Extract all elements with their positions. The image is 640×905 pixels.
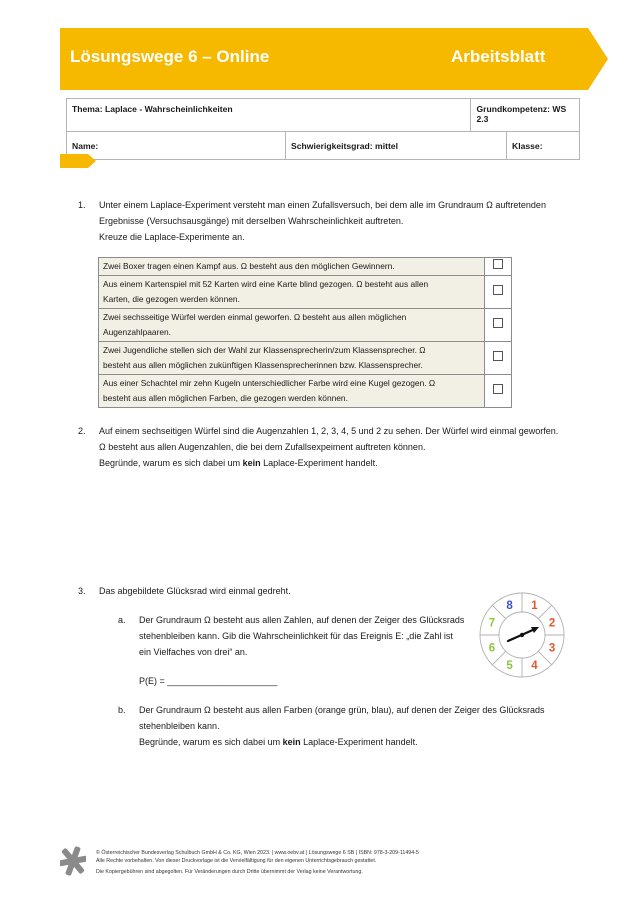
topic-cell: Thema: Laplace - Wahrscheinlichkeiten (67, 99, 471, 132)
wheel-number-7: 7 (488, 617, 496, 630)
wheel-number-8: 8 (506, 599, 513, 612)
checkbox-4[interactable] (493, 351, 503, 361)
task3b-label: b. (118, 705, 126, 715)
task2-number: 2. (78, 426, 86, 436)
wheel-number-2: 2 (548, 617, 556, 630)
task1-line1: Unter einem Laplace-Experiment versteht man einen Zufallsversuch, bei dem alle im Grundraum Ω auftretenden (99, 200, 546, 210)
header-table (66, 98, 580, 160)
choice-text-5: Aus einer Schachtel mir zehn Kugeln unterschiedlicher Farbe wird eine Kugel gezogen. Ω besteht aus allen möglichen Farben, die gezogen werden können. (99, 375, 485, 408)
choice-row (99, 342, 512, 375)
checkbox-2[interactable] (493, 285, 503, 295)
task2-line1: Auf einem sechseitigen Würfel sind die Augenzahlen 1, 2, 3, 4, 5 und 2 zu sehen. Der Würfel wird einmal geworfen. (99, 426, 559, 436)
task2-line3: Begründe, warum es sich dabei um kein Laplace-Experiment handelt. (99, 458, 378, 468)
task3b-line1: Der Grundraum Ω besteht aus allen Farben (orange grün, blau), auf denen der Zeiger des Glücksrads (139, 705, 545, 715)
task3b-line3: Begründe, warum es sich dabei um kein Laplace-Experiment handelt. (139, 737, 418, 747)
footer-copyright: © Österreichischer Bundesverlag Schulbuch GmbH & Co. KG, Wien 2023. | www.oebv.at | Lösungswege 6 SB | ISBN: 978-3-209-11494-5 (96, 850, 419, 856)
competence-cell: Grundkompetenz: WS 2.3 (471, 99, 580, 132)
checkbox-1[interactable] (493, 259, 503, 269)
task3a-answer-line[interactable]: P(E) = ______________________ (139, 676, 278, 686)
choice-row (99, 276, 512, 309)
wheel-number-4: 4 (531, 660, 538, 673)
choice-text-3: Zwei sechsseitige Würfel werden einmal geworfen. Ω besteht aus allen möglichen Augenzahlpaaren. (99, 309, 485, 342)
wheel-number-3: 3 (548, 642, 556, 655)
task2-line2: Ω besteht aus allen Augenzahlen, die bei dem Zufallsexpeiment auftreten können. (99, 442, 426, 452)
task3a-line1: Der Grundraum Ω besteht aus allen Zahlen, auf denen der Zeiger des Glücksrads (139, 615, 465, 625)
banner-title: Lösungswege 6 – Online (70, 47, 270, 66)
task3a-line3: ein Vielfaches von drei“ an. (139, 647, 248, 657)
task3-intro: Das abgebildete Glücksrad wird einmal gedreht. (99, 586, 291, 596)
task3-number: 3. (78, 586, 86, 596)
task1-line2: Ergebnisse (Versuchsausgänge) mit derselben Wahrscheinlichkeit auftreten. (99, 216, 404, 226)
wheel-pointer (508, 627, 539, 641)
difficulty-cell: Schwierigkeitsgrad: mittel (286, 132, 507, 160)
choices-table (98, 257, 512, 408)
wheel-number-6: 6 (488, 642, 496, 655)
yellow-tab-marker (60, 154, 96, 168)
wheel-number-1: 1 (531, 599, 538, 612)
wheel-of-fortune (478, 591, 566, 679)
choice-text-2: Aus einem Kartenspiel mit 52 Karten wird eine Karte blind gezogen. Ω besteht aus allen Karten, die gezogen werden können. (99, 276, 485, 309)
footer-rights: Alle Rechte vorbehalten. Von dieser Druckvorlage ist die Vervielfältigung für den eigenen Unterrichtsgebrauch gestattet. (96, 858, 377, 864)
task1-number: 1. (78, 200, 86, 210)
worksheet-label: Arbeitsblatt (451, 47, 546, 66)
choice-row (99, 258, 512, 276)
publisher-logo-icon (60, 846, 86, 876)
task3a-line2: stehenbleiben kann. Gib die Wahrscheinlichkeit für das Ereignis E: „die Zahl ist (139, 631, 453, 641)
checkbox-5[interactable] (493, 384, 503, 394)
task1-instruction: Kreuze die Laplace-Experimente an. (99, 232, 245, 242)
choice-row (99, 375, 512, 408)
task3a-label: a. (118, 615, 126, 625)
footer-fees: Die Kopiergebühren sind abgegolten. Für Veränderungen durch Dritte übernimmt der Verlag keine Verantwortung. (96, 869, 363, 875)
class-cell: Klasse: (507, 132, 580, 160)
choice-text-1: Zwei Boxer tragen einen Kampf aus. Ω besteht aus den möglichen Gewinnern. (99, 258, 485, 276)
checkbox-3[interactable] (493, 318, 503, 328)
choice-text-4: Zwei Jugendliche stellen sich der Wahl zur Klassensprecherin/zum Klassensprecher. Ω besteht aus allen möglichen zukünftigen Klassensprecherinnen bzw. Klassensprecher. (99, 342, 485, 375)
name-cell: Name: (67, 132, 286, 160)
choice-row (99, 309, 512, 342)
task3b-line2: stehenbleiben kann. (139, 721, 220, 731)
wheel-number-5: 5 (506, 660, 513, 673)
